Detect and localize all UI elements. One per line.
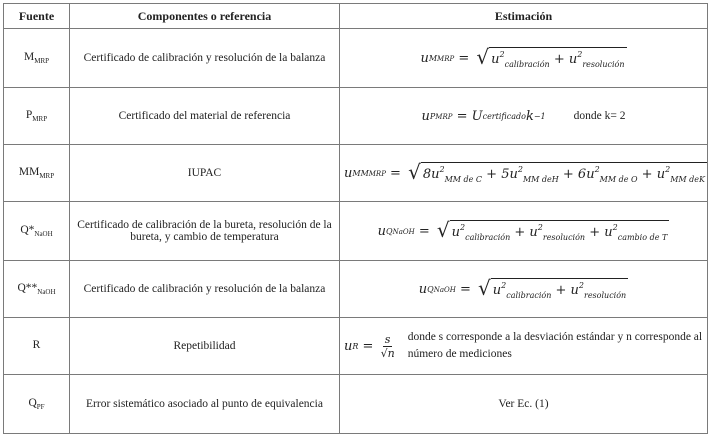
component-cell: Repetibilidad [70,318,340,375]
formula-purity: u PMRP = U certificado k −1 donde k= 2 [421,108,626,124]
formula-volume: u QNaOH = √ $u^2_{calibración} + u^2_{resolución} + u^2_{cambio de T}$ [377,218,668,242]
component-cell: Certificado de calibración y resolución de la balanza [70,261,340,318]
component-cell: Certificado del material de referencia [70,88,340,145]
component-cell: IUPAC [70,145,340,202]
header-componentes: Componentes o referencia [70,4,340,29]
source-cell: $Q*_{NaOH}$ [4,202,70,261]
header-estimacion: Estimación [340,4,708,29]
component-cell: Certificado de calibración y resolución de la balanza [70,29,340,88]
formula-molar-mass: u MMMRP = √ $8u^2_{MM de C} + 5u^2_{MM deH} + 6u^2_{MM de O} + u^2_{MM deK}$ [344,160,705,184]
table-row [4,375,708,434]
estimate-cell [340,88,708,145]
uncertainty-table [3,3,708,434]
formula-mass: u MMRP = √ $u^2_{calibración} + u^2_{resolución}$ [420,45,625,69]
table-row [4,145,708,202]
repeatability-note: donde s corresponde a la desviación estándar y n corresponde al número de mediciones [407,331,703,360]
table-row [4,261,708,318]
table-row [4,318,708,375]
estimate-cell [340,261,708,318]
table-row [4,29,708,88]
estimate-cell [340,29,708,88]
formula-balance: u QNaOH = √ $u^2_{calibración} + u^2_{resolución}$ [418,276,627,300]
source-cell: $MM_{MRP}$ [4,145,70,202]
component-cell: Error sistemático asociado al punto de equivalencia [70,375,340,434]
estimate-cell: Ver Ec. (1) [340,375,708,434]
source-cell: R [4,318,70,375]
source-cell: $Q**_{NaOH}$ [4,261,70,318]
estimate-cell [340,145,708,202]
header-fuente: Fuente [4,4,70,29]
source-cell: $Q_{PF}$ [4,375,70,434]
table-row [4,88,708,145]
header-row [4,4,708,29]
source-cell: $P_{MRP}$ [4,88,70,145]
source-cell: $M_{MRP}$ [4,29,70,88]
table-row [4,202,708,261]
formula-repeatability: u R = $\frac{s}{√n}$ [344,332,395,360]
estimate-cell [340,202,708,261]
estimate-cell [340,318,708,375]
component-cell: Certificado de calibración de la bureta, resolución de la bureta, y cambio de temperatura [70,202,340,261]
